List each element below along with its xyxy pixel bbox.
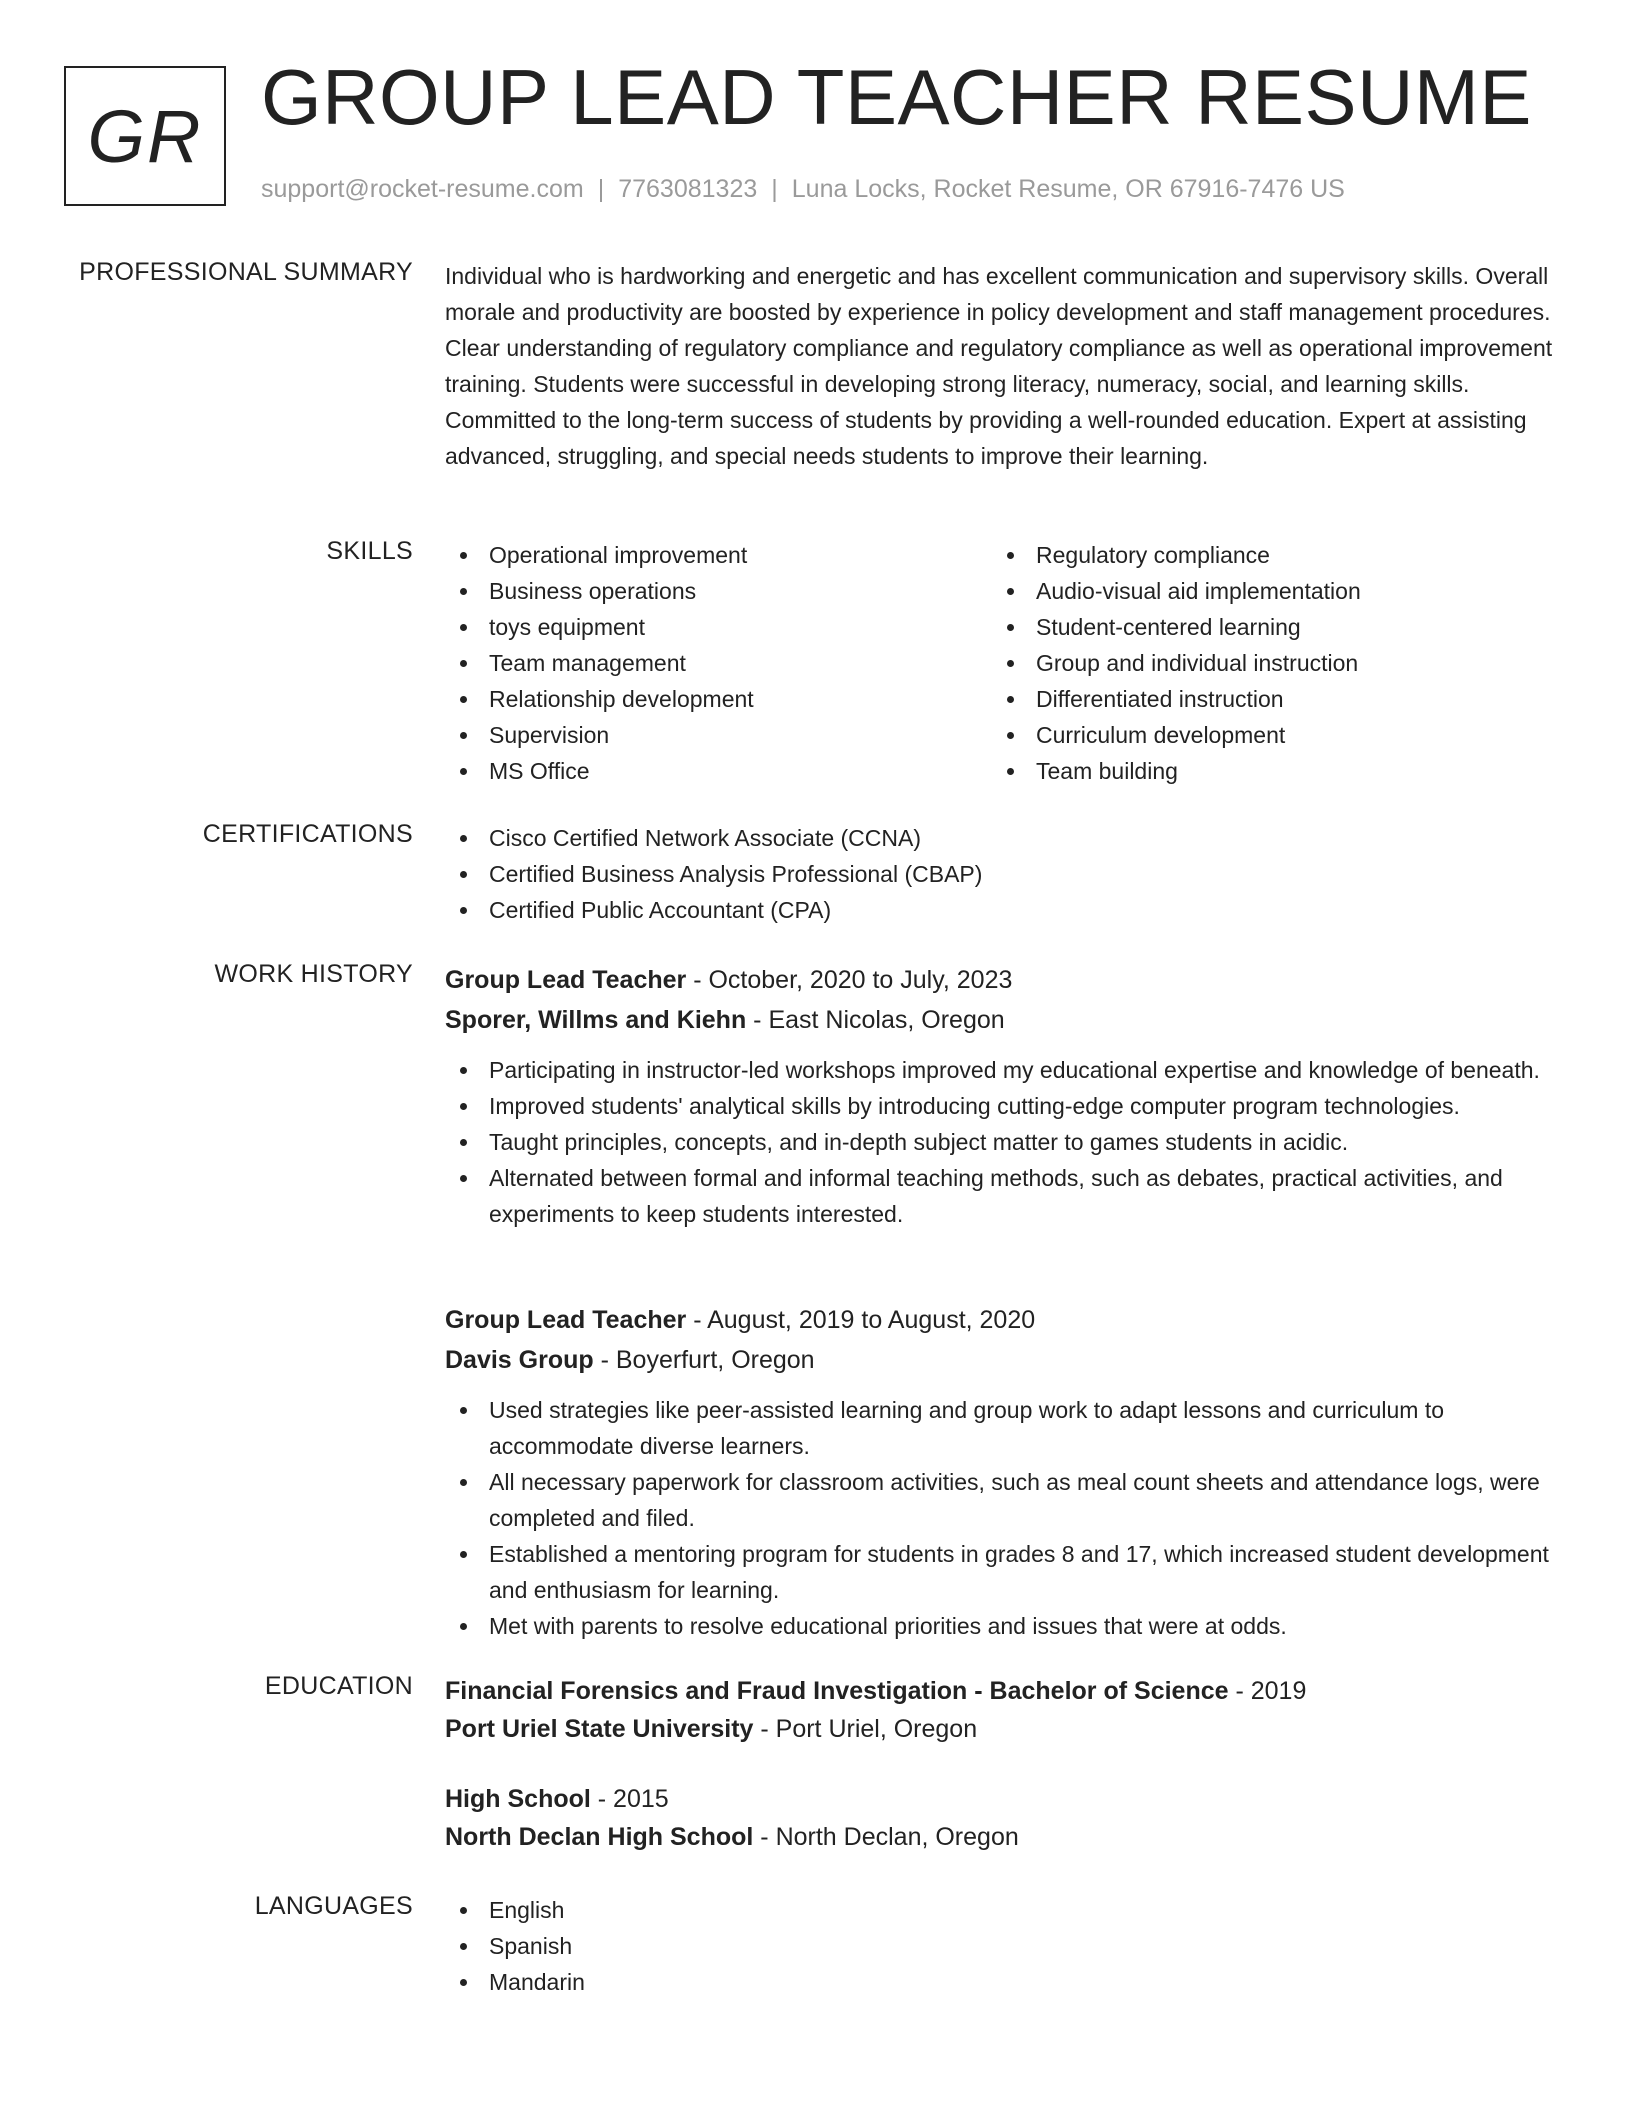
- work-history-body: [445, 1300, 1555, 1644]
- list-item: Regulatory compliance: [992, 537, 1539, 573]
- job-title: Group Lead Teacher: [445, 1306, 687, 1334]
- contact-separator: |: [597, 175, 605, 203]
- certifications-body: [445, 820, 1555, 928]
- job-location: - Boyerfurt, Oregon: [593, 1346, 815, 1374]
- job-entry: [445, 960, 1555, 1232]
- section-heading: LANGUAGES: [254, 1892, 413, 1920]
- list-item: Differentiated instruction: [992, 681, 1539, 717]
- list-item: Taught principles, concepts, and in-depth subject matter to games students in acidic.: [445, 1124, 1555, 1160]
- education-school: North Declan High School: [445, 1823, 754, 1851]
- list-item: Certified Public Accountant (CPA): [445, 892, 1555, 928]
- job-company: Davis Group: [445, 1346, 594, 1374]
- section-heading: PROFESSIONAL SUMMARY: [79, 258, 413, 286]
- education-school: Port Uriel State University: [445, 1715, 754, 1743]
- skills-list-right: [992, 537, 1539, 789]
- education-location: - Port Uriel, Oregon: [753, 1715, 978, 1743]
- contact-separator: |: [771, 175, 778, 203]
- education-school-line: [445, 1710, 1555, 1748]
- list-item: toys equipment: [445, 609, 992, 645]
- job-company-line: [445, 1340, 1555, 1380]
- job-dates: - August, 2019 to August, 2020: [686, 1306, 1036, 1334]
- education-body: [445, 1672, 1555, 1856]
- contact-email[interactable]: support@rocket-resume.com: [261, 175, 584, 203]
- section-heading: SKILLS: [326, 537, 413, 565]
- languages-body: [445, 1892, 1555, 2000]
- summary-text: Individual who is hardworking and energetic and has excellent communication and supervisory skills. Overall morale and productivity are boosted by experience in policy development and staff management procedures. Clear understanding of regulatory compliance and regulatory compliance as well as operational improvement training. Students were successful in developing strong literacy, numeracy, social, and learning skills. Committed to the long-term success of students by providing a well-rounded education. Expert at assisting advanced, struggling, and special needs students to improve their learning.: [445, 263, 1553, 469]
- list-item: Met with parents to resolve educational priorities and issues that were at odds.: [445, 1608, 1555, 1644]
- contact-phone[interactable]: 7763081323: [618, 175, 758, 203]
- job-title: Group Lead Teacher: [445, 966, 687, 994]
- list-item: All necessary paperwork for classroom activities, such as meal count sheets and attendance logs, were completed and filed.: [445, 1464, 1555, 1536]
- education-degree-line: [445, 1780, 1555, 1818]
- contact-address: Luna Locks, Rocket Resume, OR 67916-7476 US: [791, 175, 1345, 203]
- education-degree-line: [445, 1672, 1555, 1710]
- education-entry: [445, 1780, 1555, 1856]
- list-item: Relationship development: [445, 681, 992, 717]
- job-title-line: [445, 1300, 1555, 1340]
- skills-list-left: [445, 537, 992, 789]
- contact-line: [261, 175, 1345, 204]
- section-heading: CERTIFICATIONS: [202, 820, 413, 848]
- monogram-initials: GR: [87, 94, 203, 178]
- job-dates: - October, 2020 to July, 2023: [686, 966, 1013, 994]
- list-item: Improved students' analytical skills by introducing cutting-edge computer program technologies.: [445, 1088, 1555, 1124]
- education-year: - 2019: [1228, 1677, 1307, 1705]
- list-item: Used strategies like peer-assisted learning and group work to adapt lessons and curriculum to accommodate diverse learners.: [445, 1392, 1555, 1464]
- work-history-body: [445, 960, 1555, 1232]
- job-location: - East Nicolas, Oregon: [746, 1006, 1005, 1034]
- list-item: Operational improvement: [445, 537, 992, 573]
- certifications-list: [445, 820, 1555, 928]
- list-item: Group and individual instruction: [992, 645, 1539, 681]
- list-item: Alternated between formal and informal teaching methods, such as debates, practical activities, and experiments to keep students interested.: [445, 1160, 1555, 1232]
- education-location: - North Declan, Oregon: [753, 1823, 1019, 1851]
- list-item: Team management: [445, 645, 992, 681]
- education-school-line: [445, 1818, 1555, 1856]
- job-entry: [445, 1300, 1555, 1644]
- list-item: Student-centered learning: [992, 609, 1539, 645]
- monogram-box: [64, 66, 226, 206]
- job-company-line: [445, 1000, 1555, 1040]
- list-item: Curriculum development: [992, 717, 1539, 753]
- languages-list: [445, 1892, 1555, 2000]
- job-company: Sporer, Willms and Kiehn: [445, 1006, 747, 1034]
- job-bullets: [445, 1392, 1555, 1644]
- section-heading: WORK HISTORY: [214, 960, 413, 988]
- list-item: MS Office: [445, 753, 992, 789]
- list-item: Team building: [992, 753, 1539, 789]
- resume-title: GROUP LEAD TEACHER RESUME: [261, 53, 1532, 141]
- job-bullets: [445, 1052, 1555, 1232]
- list-item: Established a mentoring program for students in grades 8 and 17, which increased student development and enthusiasm for learning.: [445, 1536, 1555, 1608]
- skills-body: [445, 537, 1555, 789]
- list-item: Audio-visual aid implementation: [992, 573, 1539, 609]
- list-item: Mandarin: [445, 1964, 1555, 2000]
- list-item: Cisco Certified Network Associate (CCNA): [445, 820, 1555, 856]
- education-degree: High School: [445, 1785, 591, 1813]
- list-item: English: [445, 1892, 1555, 1928]
- job-title-line: [445, 960, 1555, 1000]
- list-item: Participating in instructor-led workshops improved my educational expertise and knowledge of beneath.: [445, 1052, 1555, 1088]
- list-item: Certified Business Analysis Professional (CBAP): [445, 856, 1555, 892]
- list-item: Business operations: [445, 573, 992, 609]
- list-item: Spanish: [445, 1928, 1555, 1964]
- education-entry: [445, 1672, 1555, 1748]
- education-degree: Financial Forensics and Fraud Investigation - Bachelor of Science: [445, 1677, 1229, 1705]
- section-heading: EDUCATION: [264, 1672, 413, 1700]
- list-item: Supervision: [445, 717, 992, 753]
- summary-body: [445, 258, 1555, 474]
- education-year: - 2015: [590, 1785, 669, 1813]
